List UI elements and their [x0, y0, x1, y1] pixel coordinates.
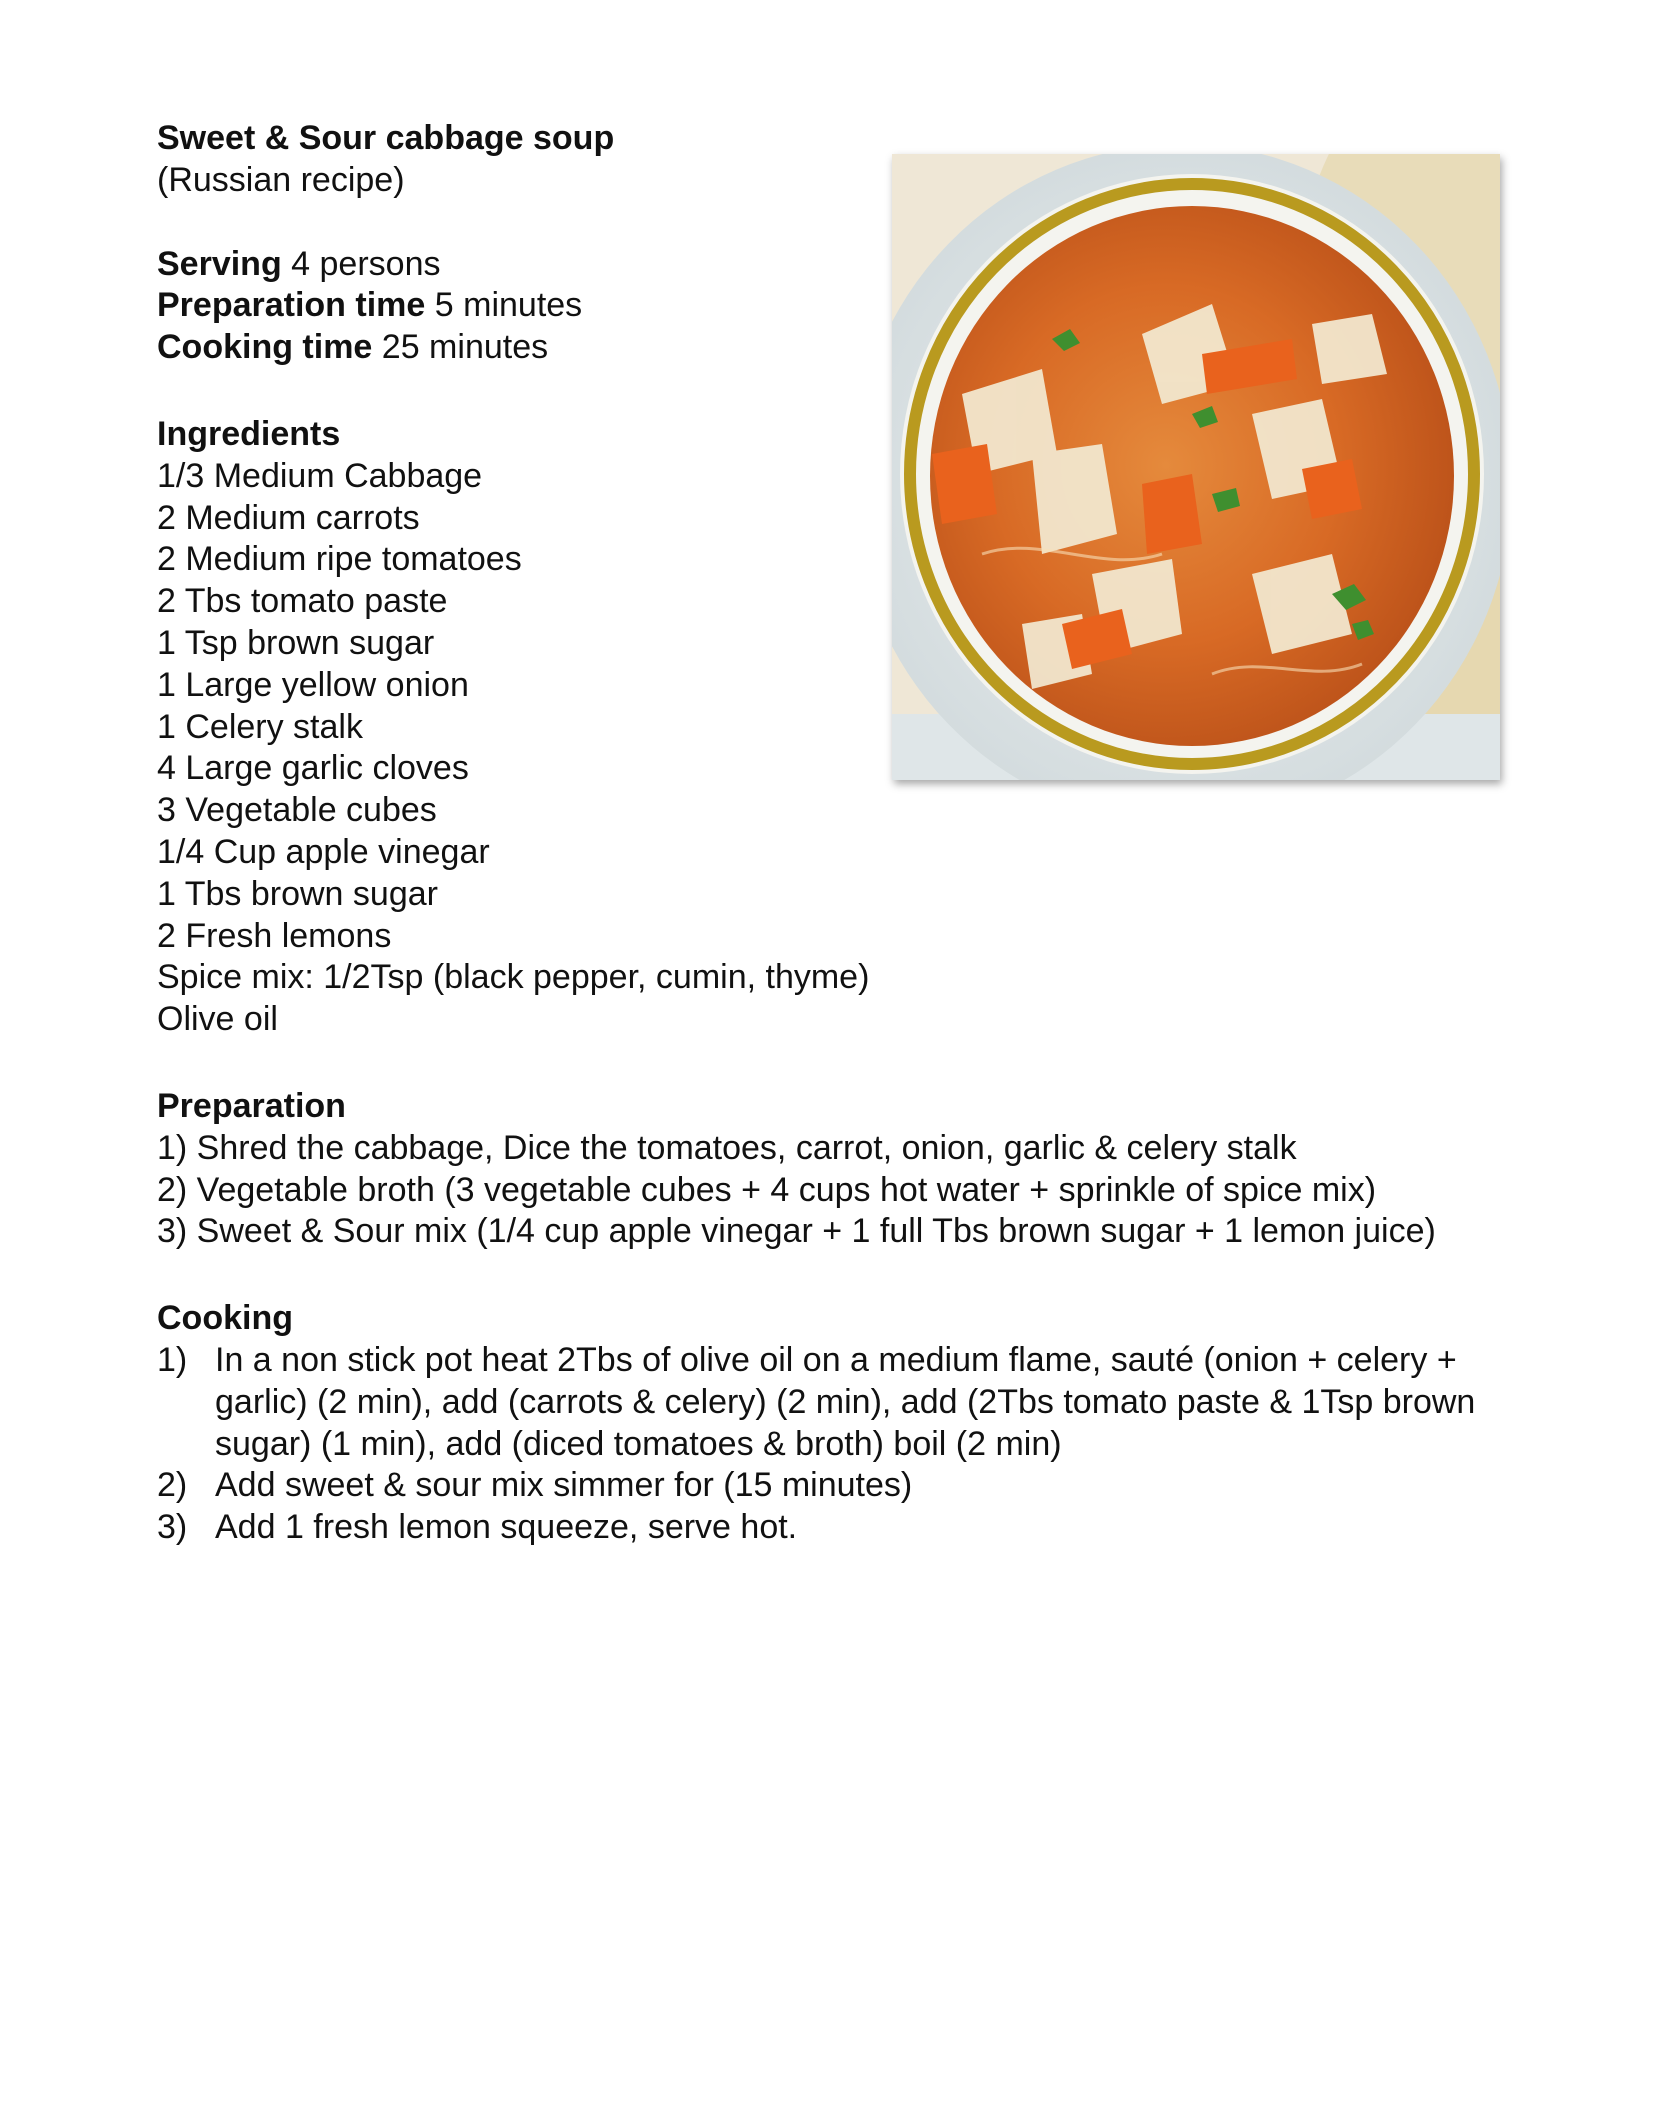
preparation-step: 3) Sweet & Sour mix (1/4 cup apple vinegar + 1 full Tbs brown sugar + 1 lemon juice)	[157, 1212, 1436, 1251]
cooking-step-text: Add 1 fresh lemon squeeze, serve hot.	[215, 1508, 798, 1547]
cook-time-label: Cooking time	[157, 328, 373, 367]
ingredient-item: 1 Tbs brown sugar	[157, 874, 438, 913]
ingredient-item: 4 Large garlic cloves	[157, 749, 469, 788]
cooking-step	[157, 1465, 1545, 1507]
soup-photo	[892, 154, 1500, 780]
soup-bowl-illustration	[892, 154, 1500, 780]
recipe-subtitle: (Russian recipe)	[157, 160, 405, 199]
ingredients-heading: Ingredients	[157, 414, 341, 453]
cooking-heading: Cooking	[157, 1299, 293, 1338]
cooking-step	[157, 1340, 1545, 1465]
ingredient-item: 2 Fresh lemons	[157, 916, 392, 955]
ingredient-item: 1/4 Cup apple vinegar	[157, 832, 490, 871]
ingredient-item: 2 Tbs tomato paste	[157, 582, 448, 621]
prep-time-value: 5 minutes	[434, 286, 583, 325]
cooking-step-number: 1)	[157, 1340, 188, 1379]
preparation-heading: Preparation	[157, 1086, 346, 1125]
ingredient-item: 2 Medium carrots	[157, 498, 420, 537]
ingredient-item: Spice mix: 1/2Tsp (black pepper, cumin, thyme)	[157, 958, 870, 997]
ingredient-item: Olive oil	[157, 1000, 278, 1039]
cook-time-value: 25 minutes	[381, 328, 549, 367]
cooking-step-number: 3)	[157, 1508, 188, 1547]
cooking-step	[157, 1507, 1545, 1549]
ingredient-item: 1 Tsp brown sugar	[157, 623, 435, 662]
ingredient-item: 2 Medium ripe tomatoes	[157, 540, 522, 579]
serving-value: 4 persons	[291, 244, 441, 283]
serving-label: Serving	[157, 244, 282, 283]
preparation-step: 2) Vegetable broth (3 vegetable cubes + 4 cups hot water + sprinkle of spice mix)	[157, 1170, 1377, 1209]
ingredient-item: 3 Vegetable cubes	[157, 791, 437, 830]
cooking-step-text: In a non stick pot heat 2Tbs of olive oil on a medium flame, sauté (onion + celery + garlic) (2 min), add (carrots & celery) (2 min), add (2Tbs tomato paste & 1Tsp brown sugar) (1 min), add (diced tomatoes & broth) boil (2 min)	[215, 1340, 1476, 1463]
preparation-step: 1) Shred the cabbage, Dice the tomatoes, carrot, onion, garlic & celery stalk	[157, 1128, 1297, 1167]
cooking-list	[157, 1340, 1537, 1549]
prep-time-label: Preparation time	[157, 286, 426, 325]
recipe-title: Sweet & Sour cabbage soup	[157, 119, 615, 157]
cooking-step-text: Add sweet & sour mix simmer for (15 minutes)	[215, 1466, 913, 1505]
ingredient-item: 1 Large yellow onion	[157, 665, 469, 704]
ingredient-item: 1/3 Medium Cabbage	[157, 456, 483, 495]
cooking-step-number: 2)	[157, 1466, 188, 1505]
ingredient-item: 1 Celery stalk	[157, 707, 363, 746]
preparation-list	[157, 1128, 1537, 1253]
